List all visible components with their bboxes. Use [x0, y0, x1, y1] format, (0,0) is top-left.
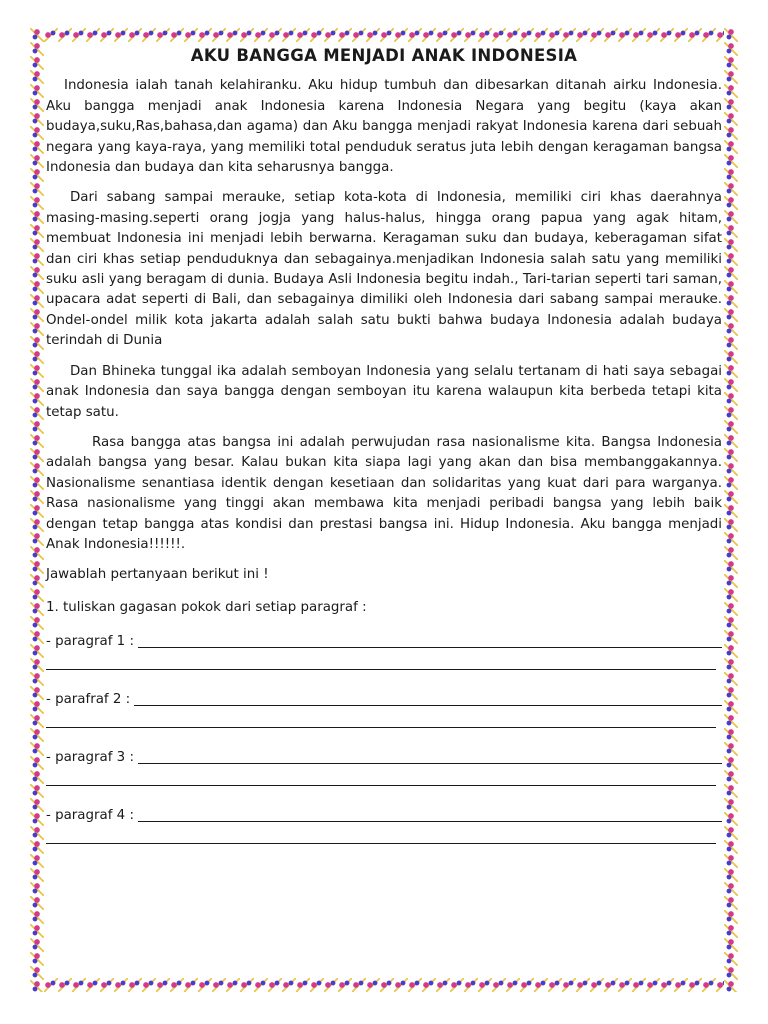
answer-blank-1a[interactable]	[138, 633, 722, 648]
answer-blank-3b[interactable]	[46, 771, 716, 786]
decorative-border-left	[30, 28, 44, 992]
answer-line	[46, 746, 722, 768]
answer-blank-3a[interactable]	[138, 749, 722, 764]
paragraph-3: Dan Bhineka tunggal ika adalah semboyan Indonesia yang selalu tertanam di hati saya sebagai anak Indonesia dan saya bangga dengan semboyan itu karena walaupun kita berbeda tetapi kita tetap satu.	[46, 363, 722, 420]
answer-blank-4b[interactable]	[46, 829, 716, 844]
decorative-border-right	[724, 28, 738, 992]
answer-label-4: - paragraf 4 :	[46, 807, 134, 823]
decorative-border-top	[30, 28, 738, 42]
answer-block-3	[46, 746, 722, 790]
answer-line	[46, 826, 722, 848]
worksheet-content	[46, 44, 722, 862]
answer-line	[46, 652, 722, 674]
answer-block-4	[46, 804, 722, 848]
answer-block-2	[46, 688, 722, 732]
answer-line	[46, 688, 722, 710]
answer-line	[46, 630, 722, 652]
answer-label-1: - paragraf 1 :	[46, 633, 134, 649]
answer-block-1	[46, 630, 722, 674]
answer-blank-4a[interactable]	[138, 807, 722, 822]
answer-blank-1b[interactable]	[46, 655, 716, 670]
answer-line	[46, 768, 722, 790]
decorative-border-bottom	[30, 978, 738, 992]
paragraph-2: Dari sabang sampai merauke, setiap kota-kota di Indonesia, memiliki ciri khas daerahnya masing-masing.seperti orang jogja yang halus-halus, hingga orang papua yang agak hitam, membuat Indonesia ini menjadi lebih berwarna. Keragaman suku dan budaya, keberagaman sifat dan ciri khas setiap penduduknya dan sebagainya.menjadikan Indonesia salah satu yang memiliki suku asli yang beragam di dunia. Budaya Asli Indonesia begitu indah., Tari-tarian seperti tari saman, upacara adat seperti di Bali, dan sebagainya dimiliki oleh Indonesia dari sabang sampai merauke. Ondel-ondel milik kota jakarta adalah salah satu bukti bahwa budaya Indonesia adalah budaya terindah di Dunia	[46, 190, 722, 349]
document-title: AKU BANGGA MENJADI ANAK INDONESIA	[190, 46, 578, 65]
answer-line	[46, 710, 722, 732]
paragraph-1: Indonesia ialah tanah kelahiranku. Aku hidup tumbuh dan dibesarkan ditanah airku Indonesia. Aku bangga menjadi anak Indonesia karena Indonesia Negara yang begitu (kaya akan budaya,suku,Ras,bahasa,dan agama) dan Aku bangga menjadi rakyat Indonesia karena dari sebuah negara yang kaya-raya, yang memiliki total penduduk seratus juta lebih dengan keragaman bangsa Indonesia dan budaya dan kita seharusnya bangga.	[46, 78, 722, 176]
answer-blank-2a[interactable]	[134, 691, 722, 706]
answer-label-3: - paragraf 3 :	[46, 749, 134, 765]
answer-line	[46, 804, 722, 826]
answer-blank-2b[interactable]	[46, 713, 716, 728]
question-1: 1. tuliskan gagasan pokok dari setiap paragraf :	[46, 599, 367, 615]
paragraph-4: Rasa bangga atas bangsa ini adalah perwujudan rasa nasionalisme kita. Bangsa Indonesia adalah bangsa yang besar. Kalau bukan kita siapa lagi yang akan dan bisa membanggakannya. Nasionalisme senantiasa identik dengan kesetiaan dan solidaritas yang kuat dari para warganya. Rasa nasionalisme yang tinggi akan membawa kita menjadi peribadi bangsa yang lebih baik dengan tetap bangga atas kondisi dan prestasi bangsa ini. Hidup Indonesia. Aku bangga menjadi Anak Indonesia!!!!!!.	[46, 434, 722, 552]
instruction-text: Jawablah pertanyaan berikut ini !	[46, 567, 269, 583]
answer-label-2: - parafraf 2 :	[46, 691, 131, 707]
